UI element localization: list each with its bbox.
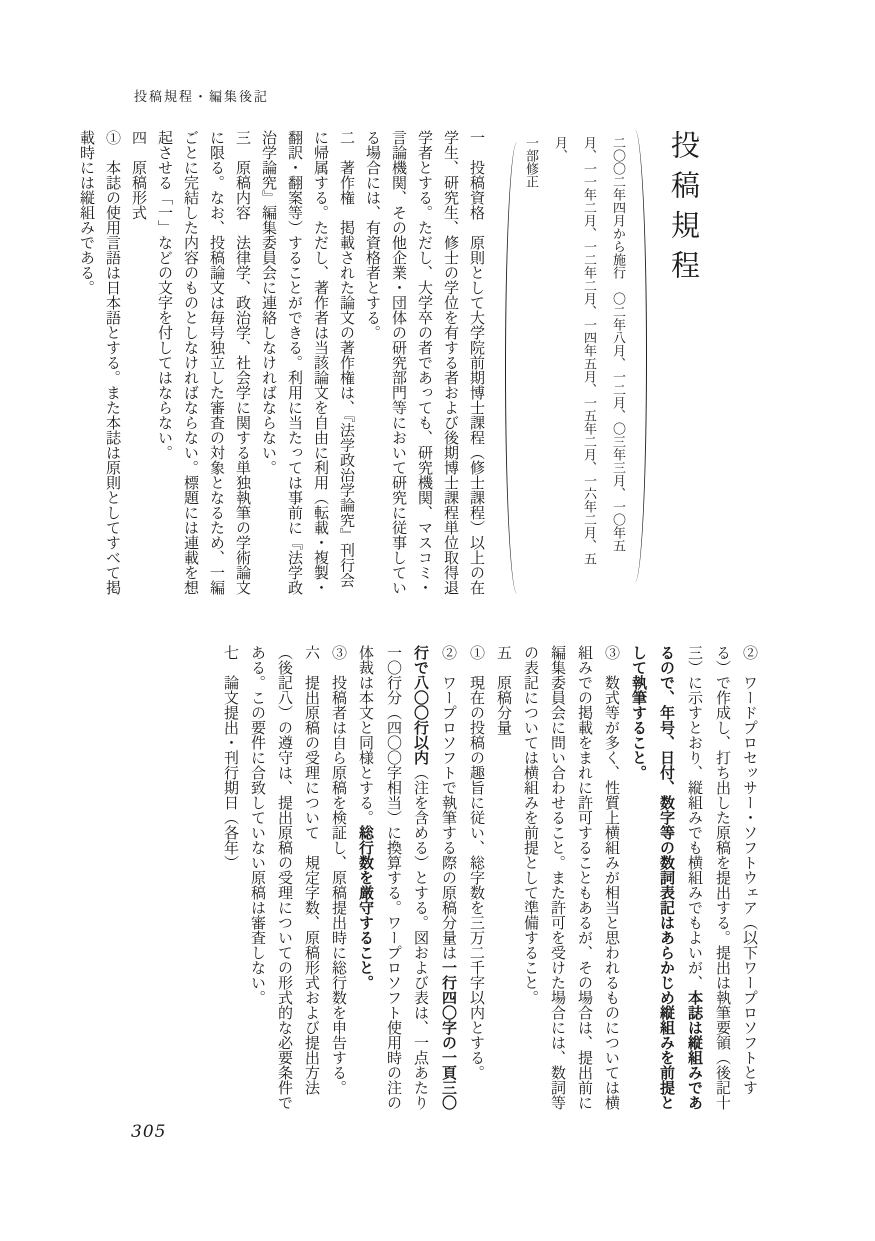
body-text: 一 投稿資格 原則として大学院前期博士課程（修士課程）以上の在学生、研究生、修士の学位を有する者および後期博士課程単位取得退学者とする。ただし、大学卒の者であっても、研究機関、マスコミ・言論機関、その他企業・団体の研究部門等において研究に従事している場合には、有資格者とする。: [364, 130, 484, 595]
body-text: ③ 投稿者は自ら原稿を検証し、原稿提出時に総行数を申告する。: [330, 645, 346, 1095]
top-sections-container: [73, 130, 489, 598]
page-title: 投稿規程: [667, 130, 699, 290]
bottom-sections-container: [216, 645, 762, 1117]
body-text: ② ワードプロセッサー・ソフトウェア（以下ワープロソフトとする）で作成し、打ち出した原稿を提出する。提出は執筆要領（後記十三）に示すとおり、縦組みでも横組みでもよいが、: [686, 645, 757, 1110]
bottom-sections-item-0: [624, 645, 762, 1117]
revision-dates: 二〇〇二年四月から施行 〇二年八月、一二月、〇三年三月、一〇年五月、一一年二月、一二年二月、一四年五月、一五年二月、一六年二月、五月、: [553, 136, 626, 565]
running-head: 投稿規程・編集後記: [134, 89, 270, 104]
body-text: ② ワープロソフトで執筆する際の原稿分量は: [440, 645, 456, 960]
body-text: ③ 数式等が多く、性質上横組みが相当と思われるものについては横組みでの掲載をまれに許可することもあるが、その場合は、提出前に編集委員会に問い合わせること。また許可を受けた場合には、数詞等の表記については横組みを前提として準備すること。: [522, 645, 619, 1110]
body-text: 七 論文提出・刊行期日（各年）: [222, 645, 238, 870]
body-text: ① 現在の投稿の趣旨に従い、総字数を三万二千字以内とする。: [468, 645, 484, 1080]
emphasis-text: 本誌は縦組みであるので、年号、日付、数字等の数詞表記はあらかじめ縦組みを前提として執筆すること。: [630, 645, 703, 1110]
bottom-text-block: [216, 645, 762, 1117]
top-sections-item-4: [73, 130, 125, 598]
bottom-sections-item-5: [324, 645, 351, 1117]
body-text: 三 原稿内容 法律学、政治学、社会学に関する単独執筆の学術論文に限る。なお、投稿論文は毎号独立した審査の対象となるため、一編ごとに完結した内容のものとしなければならない。標題には連載を想起させる「一」などの文字を付してはならない。: [156, 130, 250, 595]
body-text: 六 提出原稿の受理について 規定字数、原稿形式および提出方法（後記八）の遵守は、提出原稿の受理についての形式的な必要条件である。この要件に合致していない原稿は審査しない。: [249, 645, 319, 1110]
bottom-sections-item-7: [216, 645, 243, 1117]
revision-dates-parenthetical: [503, 130, 649, 582]
revision-note: 一部修正: [524, 136, 539, 188]
bottom-sections-item-6: [243, 645, 324, 1117]
body-text: （注を含める）とする。図および表は、一点あたり一〇行分（四〇〇字相当）に換算する。ワープロソフト使用時の注の体裁は本文と同様とする。: [357, 645, 428, 1110]
top-sections-item-2: [151, 130, 255, 598]
bottom-sections-item-2: [489, 645, 516, 1117]
page-number: 305: [131, 1122, 167, 1142]
body-text: ① 本誌の使用言語は日本語とする。また本誌は原則としてすべて掲載時には縦組みである。: [78, 130, 120, 595]
body-text: 五 原稿分量: [495, 645, 511, 735]
bottom-sections-item-1: [516, 645, 624, 1117]
bottom-sections-item-4: [351, 645, 462, 1117]
bottom-sections-item-3: [462, 645, 489, 1117]
body-text: 二 著作権 掲載された論文の著作権は、『法学政治学論究』刊行会に帰属する。ただし、著作者は当該論文を自由に利用（転載・複製・翻訳・翻案等）することができる。利用に当たっては事前に『法学政治学論究』編集委員会に連絡しなければならない。: [260, 130, 354, 595]
emphasis-text: 総行数を厳守すること。: [357, 825, 374, 990]
top-sections-item-1: [255, 130, 359, 598]
top-text-block: [73, 130, 705, 598]
top-sections-item-0: [359, 130, 489, 598]
body-text: 四 原稿形式: [130, 130, 146, 220]
top-sections-item-3: [125, 130, 151, 598]
emphasis-text: 一行四〇字の一頁三〇行で八〇〇行以内: [412, 645, 457, 1110]
